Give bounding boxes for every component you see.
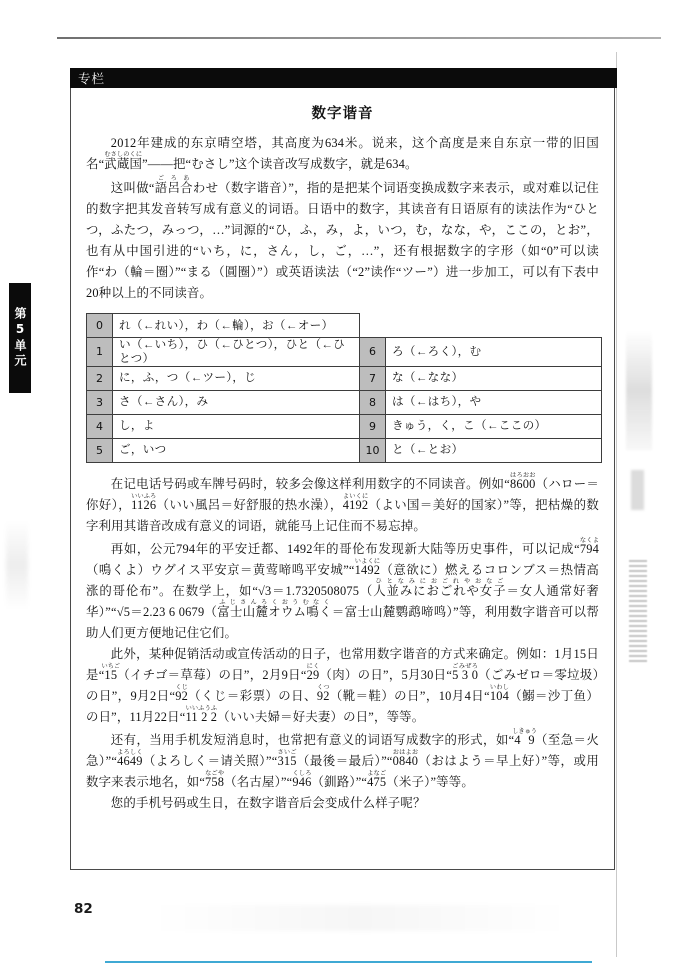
column-header-label: 专栏 <box>78 71 106 86</box>
cell-reading-left: し，よ <box>113 414 360 438</box>
p5-text-e: （くじ＝彩票）の日、 <box>188 688 317 703</box>
ruby-base: 315 <box>277 753 297 768</box>
cell-reading-right: と（←とお） <box>386 438 602 462</box>
paragraph-1 <box>86 133 599 175</box>
ruby-text: いちご <box>101 662 121 670</box>
p3-text-c: （いい風呂＝好舒服的热水澡）， <box>156 497 343 512</box>
p4-text-c: （意欲に）燃えるコロンブス＝热情高涨的哥伦布”。在数学上，如“√3＝1.7320508075（ <box>86 562 599 598</box>
ruby-92-kutsu <box>316 683 330 703</box>
ruby-text: くつ <box>316 683 330 691</box>
column-header-bar <box>70 68 617 88</box>
ruby-base: 794 <box>579 541 599 556</box>
ruby-base: 4192 <box>342 497 369 512</box>
ruby-92-kuji <box>175 683 189 703</box>
ruby-text: さいご <box>277 748 297 756</box>
ruby-text: いいふろ <box>131 492 157 500</box>
cell-number-left: 1 <box>87 338 113 367</box>
ruby-text: いいふうふ <box>185 704 218 712</box>
ruby-goroawase <box>154 175 193 195</box>
ruby-base: 758 <box>205 774 225 789</box>
ruby-475 <box>367 769 387 789</box>
ruby-text: むさしのくに <box>104 151 143 158</box>
ruby-text: おはよお <box>392 748 419 756</box>
unit-tab <box>9 283 31 393</box>
ruby-base: 武蔵国 <box>104 157 143 171</box>
ruby-4192 <box>342 492 369 512</box>
p6-text-c: （よろしく＝请关照）”“ <box>142 753 278 768</box>
cell-number-left: 4 <box>87 414 113 438</box>
p6-text-d: （最後＝最后）”“ <box>296 753 393 768</box>
p6-text-h: （米子）”等等。 <box>386 774 474 789</box>
ruby-946 <box>292 769 312 789</box>
ruby-base: 104 <box>489 688 510 703</box>
ruby-text: ごみぜろ <box>452 662 479 670</box>
table-row <box>87 366 602 390</box>
ruby-base: 946 <box>292 774 312 789</box>
paragraph-6 <box>86 728 599 793</box>
p1-text-b: 米。说来，这个高度是来自东京一带的旧国名“ <box>86 136 599 171</box>
p4-text-d: ＝女人通常好奢华）”“√5＝2.23 6 0679（ <box>86 583 599 619</box>
cell-number-right: 9 <box>360 414 386 438</box>
p1-height: 634 <box>324 136 345 150</box>
cell-number-left: 0 <box>87 314 113 338</box>
cell-reading-right: は（←はち），や <box>386 390 602 414</box>
cell-reading-left: さ（←さん），み <box>113 390 360 414</box>
ruby-base: 富士山麓オウム鳴く <box>217 604 332 619</box>
p1-text-d: 。 <box>405 157 418 171</box>
cell-reading-right: ろ（←ろく），む <box>386 338 602 367</box>
ruby-text: なくよ <box>579 536 599 544</box>
ruby-text: ひとなみにおごれやおなご <box>373 577 506 585</box>
cell-reading-right: きゅう，く，こ（←ここの） <box>386 414 602 438</box>
ruby-base: 11 2 2 <box>185 709 218 724</box>
paragraph-2 <box>86 175 599 304</box>
cell-number-left: 3 <box>87 390 113 414</box>
ruby-text: ふじさんろくおうむなく <box>217 598 332 606</box>
p6-text-e: （おはよう＝早上好）”等，或用数字来表示地名，如“ <box>86 753 599 789</box>
cell-number-right: 8 <box>360 390 386 414</box>
p6-text-b: （至急＝火急）”“ <box>86 732 599 768</box>
scan-artifact-right-mid <box>631 470 644 510</box>
paragraph-3 <box>86 472 599 537</box>
cell-reading-left: に，ふ，つ（←ツー），じ <box>113 366 360 390</box>
ruby-104 <box>489 683 510 703</box>
p3-text-a: 在记电话号码或车牌号码时，较多会像这样利用数字的不同读音。例如“ <box>110 476 510 491</box>
cell-number-left: 5 <box>87 438 113 462</box>
ruby-base: 1492 <box>354 562 381 577</box>
ruby-text: ごろあ <box>154 175 193 182</box>
p3-text-b: （ハロー＝你好）， <box>86 476 600 512</box>
scan-artifact-right-lower <box>629 560 647 665</box>
article-frame <box>70 88 615 870</box>
ruby-text: いわし <box>489 683 509 691</box>
p4-text-a: 再如，公元794年的平安迁都、1492年的哥伦布发现新大陆等历史事件，可以记成“ <box>110 541 580 556</box>
ruby-0840 <box>392 748 419 768</box>
cell-reading-left: れ（←れい），わ（←輪），お（←オー） <box>113 314 360 338</box>
p5-text-d: （ごみゼロ＝零垃圾）の日”，9月2日“ <box>86 667 599 703</box>
scan-artifact-left <box>6 520 28 610</box>
ruby-base: 5 3 0 <box>452 667 479 682</box>
ruby-base: 92 <box>175 688 189 703</box>
ruby-8600 <box>509 471 536 491</box>
ruby-text: よいくに <box>342 492 369 500</box>
top-horizontal-rule <box>57 37 661 39</box>
p3-text-d: （よい国＝美好的国家）”等，把枯燥的数字利用其谐音改成有意义的词语，就能马上记住而不易忘掉。 <box>86 497 599 533</box>
p5-text-g: （鰯＝沙丁鱼）の日”，11月22日“ <box>86 688 599 724</box>
cell-spacer <box>360 314 386 338</box>
ruby-text: なごや <box>205 769 225 777</box>
ruby-text: くしろ <box>292 769 312 777</box>
p1-text-c: ”——把“むさし”这个读音改写成数字，就是 <box>142 157 386 171</box>
p2-text-b: わせ（数字谐音）”，指的是把某个词语变换成数字来表示，或对难以记住的数字把其发音转写成有意义的词语。日语中的数字，其读音有日语原有的读法作为“ひとつ，ふたつ，みっつ，…”词源的“ひ，ふ，み，よ，いつ，む，なな，や，ここの，とお”，也有从中国引进的“いち，に，さん，し，ご，…”，还有根据数字的字形（如“0”可以读作“わ（輪＝圈）”“まる（圓圈）”）或英语读法（“2”读作“ツー”）进一步加工，可以有下表中20种以上的不同读音。 <box>86 181 599 300</box>
cell-reading-right: な（←なな） <box>386 366 602 390</box>
ruby-15 <box>101 662 121 682</box>
ruby-text: はろおお <box>509 471 536 479</box>
ruby-base: 15 <box>101 667 121 682</box>
ruby-base: 語呂合 <box>154 181 193 195</box>
ruby-base: 人並みにおごれや女子 <box>373 583 507 598</box>
p1-text-a: 年建成的东京晴空塔，其高度为 <box>136 136 325 150</box>
ruby-text: しきゅう <box>512 727 537 735</box>
ruby-text: よなご <box>367 769 387 777</box>
p5-text-a: 此外，某种促销活动或宣传活动的日子，也常用数字谐音的方式来确定。例如：1月15日是“ <box>86 646 599 682</box>
scan-artifact-right-upper <box>626 330 652 450</box>
ruby-base: 4649 <box>117 753 143 768</box>
ruby-text: くじ <box>175 683 189 691</box>
page-edge-line <box>616 52 617 957</box>
ruby-base: 92 <box>316 688 330 703</box>
ruby-530 <box>452 662 479 682</box>
page-number: 82 <box>74 901 93 917</box>
cell-spacer <box>386 314 602 338</box>
paragraph-7-closing-question: 您的手机号码或生日，在数字谐音后会变成什么样子呢？ <box>110 795 426 810</box>
p5-text-f: （靴＝鞋）の日”，10月4日“ <box>329 688 490 703</box>
paragraph-4 <box>86 537 599 644</box>
p5-text-b: （イチゴ＝草莓）の日”，2月9日“ <box>117 667 307 682</box>
unit-tab-label: 第5单元 <box>13 307 27 369</box>
number-reading-table <box>86 313 602 463</box>
table-row <box>87 414 602 438</box>
cell-number-left: 2 <box>87 366 113 390</box>
ruby-49 <box>512 727 537 747</box>
cell-number-right: 10 <box>360 438 386 462</box>
bottom-accent-rule <box>105 961 592 963</box>
ruby-base: 475 <box>367 774 387 789</box>
ruby-1126 <box>131 492 157 512</box>
ruby-text: よろしく <box>117 748 143 756</box>
ruby-text: にく <box>306 662 320 670</box>
p1-year: 2012 <box>110 136 137 150</box>
ruby-base: 29 <box>306 667 320 682</box>
ruby-base: 1126 <box>131 497 157 512</box>
cell-number-right: 6 <box>360 338 386 367</box>
cell-reading-left: ご，いつ <box>113 438 360 462</box>
p6-text-f: （名古屋）”“ <box>224 774 293 789</box>
p4-text-e: ＝富士山麓鹦鹉啼鸣）”等，利用数字谐音可以帮助人们更方便地记住它们。 <box>86 604 599 640</box>
ruby-4649 <box>117 748 143 768</box>
ruby-1122 <box>185 704 218 724</box>
ruby-1492 <box>354 557 381 577</box>
ruby-text: いよくに <box>354 557 381 565</box>
paragraph-5 <box>86 644 599 728</box>
scan-artifact-bottom <box>150 905 570 931</box>
page-title: 数字谐音 <box>311 106 374 122</box>
table-row <box>87 338 602 367</box>
p2-text-a: 这叫做“ <box>110 181 155 195</box>
table-row <box>87 438 602 462</box>
cell-reading-left: い（←いち），ひ（←ひとつ），ひと（←ひとつ） <box>113 338 360 367</box>
ruby-base: 0840 <box>392 753 419 768</box>
table-row <box>87 390 602 414</box>
p4-text-b: （鳴くよ）ウグイス平安京＝黄莺啼鸣平安城”“ <box>86 562 355 577</box>
ruby-base: 8600 <box>509 476 536 491</box>
ruby-sqrt3-mnemonic <box>373 577 507 598</box>
cell-number-right: 7 <box>360 366 386 390</box>
p5-text-c: （肉）の日”，5月30日“ <box>319 667 453 682</box>
p6-text-a: 还有，当用手机发短消息时，也常把有意义的词语写成数字的形式，如“ <box>110 732 515 747</box>
ruby-794 <box>579 536 599 556</box>
p5-text-h: （いい夫婦＝好夫妻）の日”，等等。 <box>217 709 425 724</box>
table-row <box>87 314 602 338</box>
ruby-315 <box>277 748 297 768</box>
ruby-29 <box>306 662 320 682</box>
ruby-base: 4 9 <box>512 732 537 747</box>
ruby-758 <box>205 769 225 789</box>
ruby-sqrt5-mnemonic <box>217 598 332 619</box>
p1-height-2: 634 <box>385 157 405 171</box>
ruby-musashinokuni <box>104 151 143 171</box>
p6-text-g: （釧路）”“ <box>311 774 368 789</box>
